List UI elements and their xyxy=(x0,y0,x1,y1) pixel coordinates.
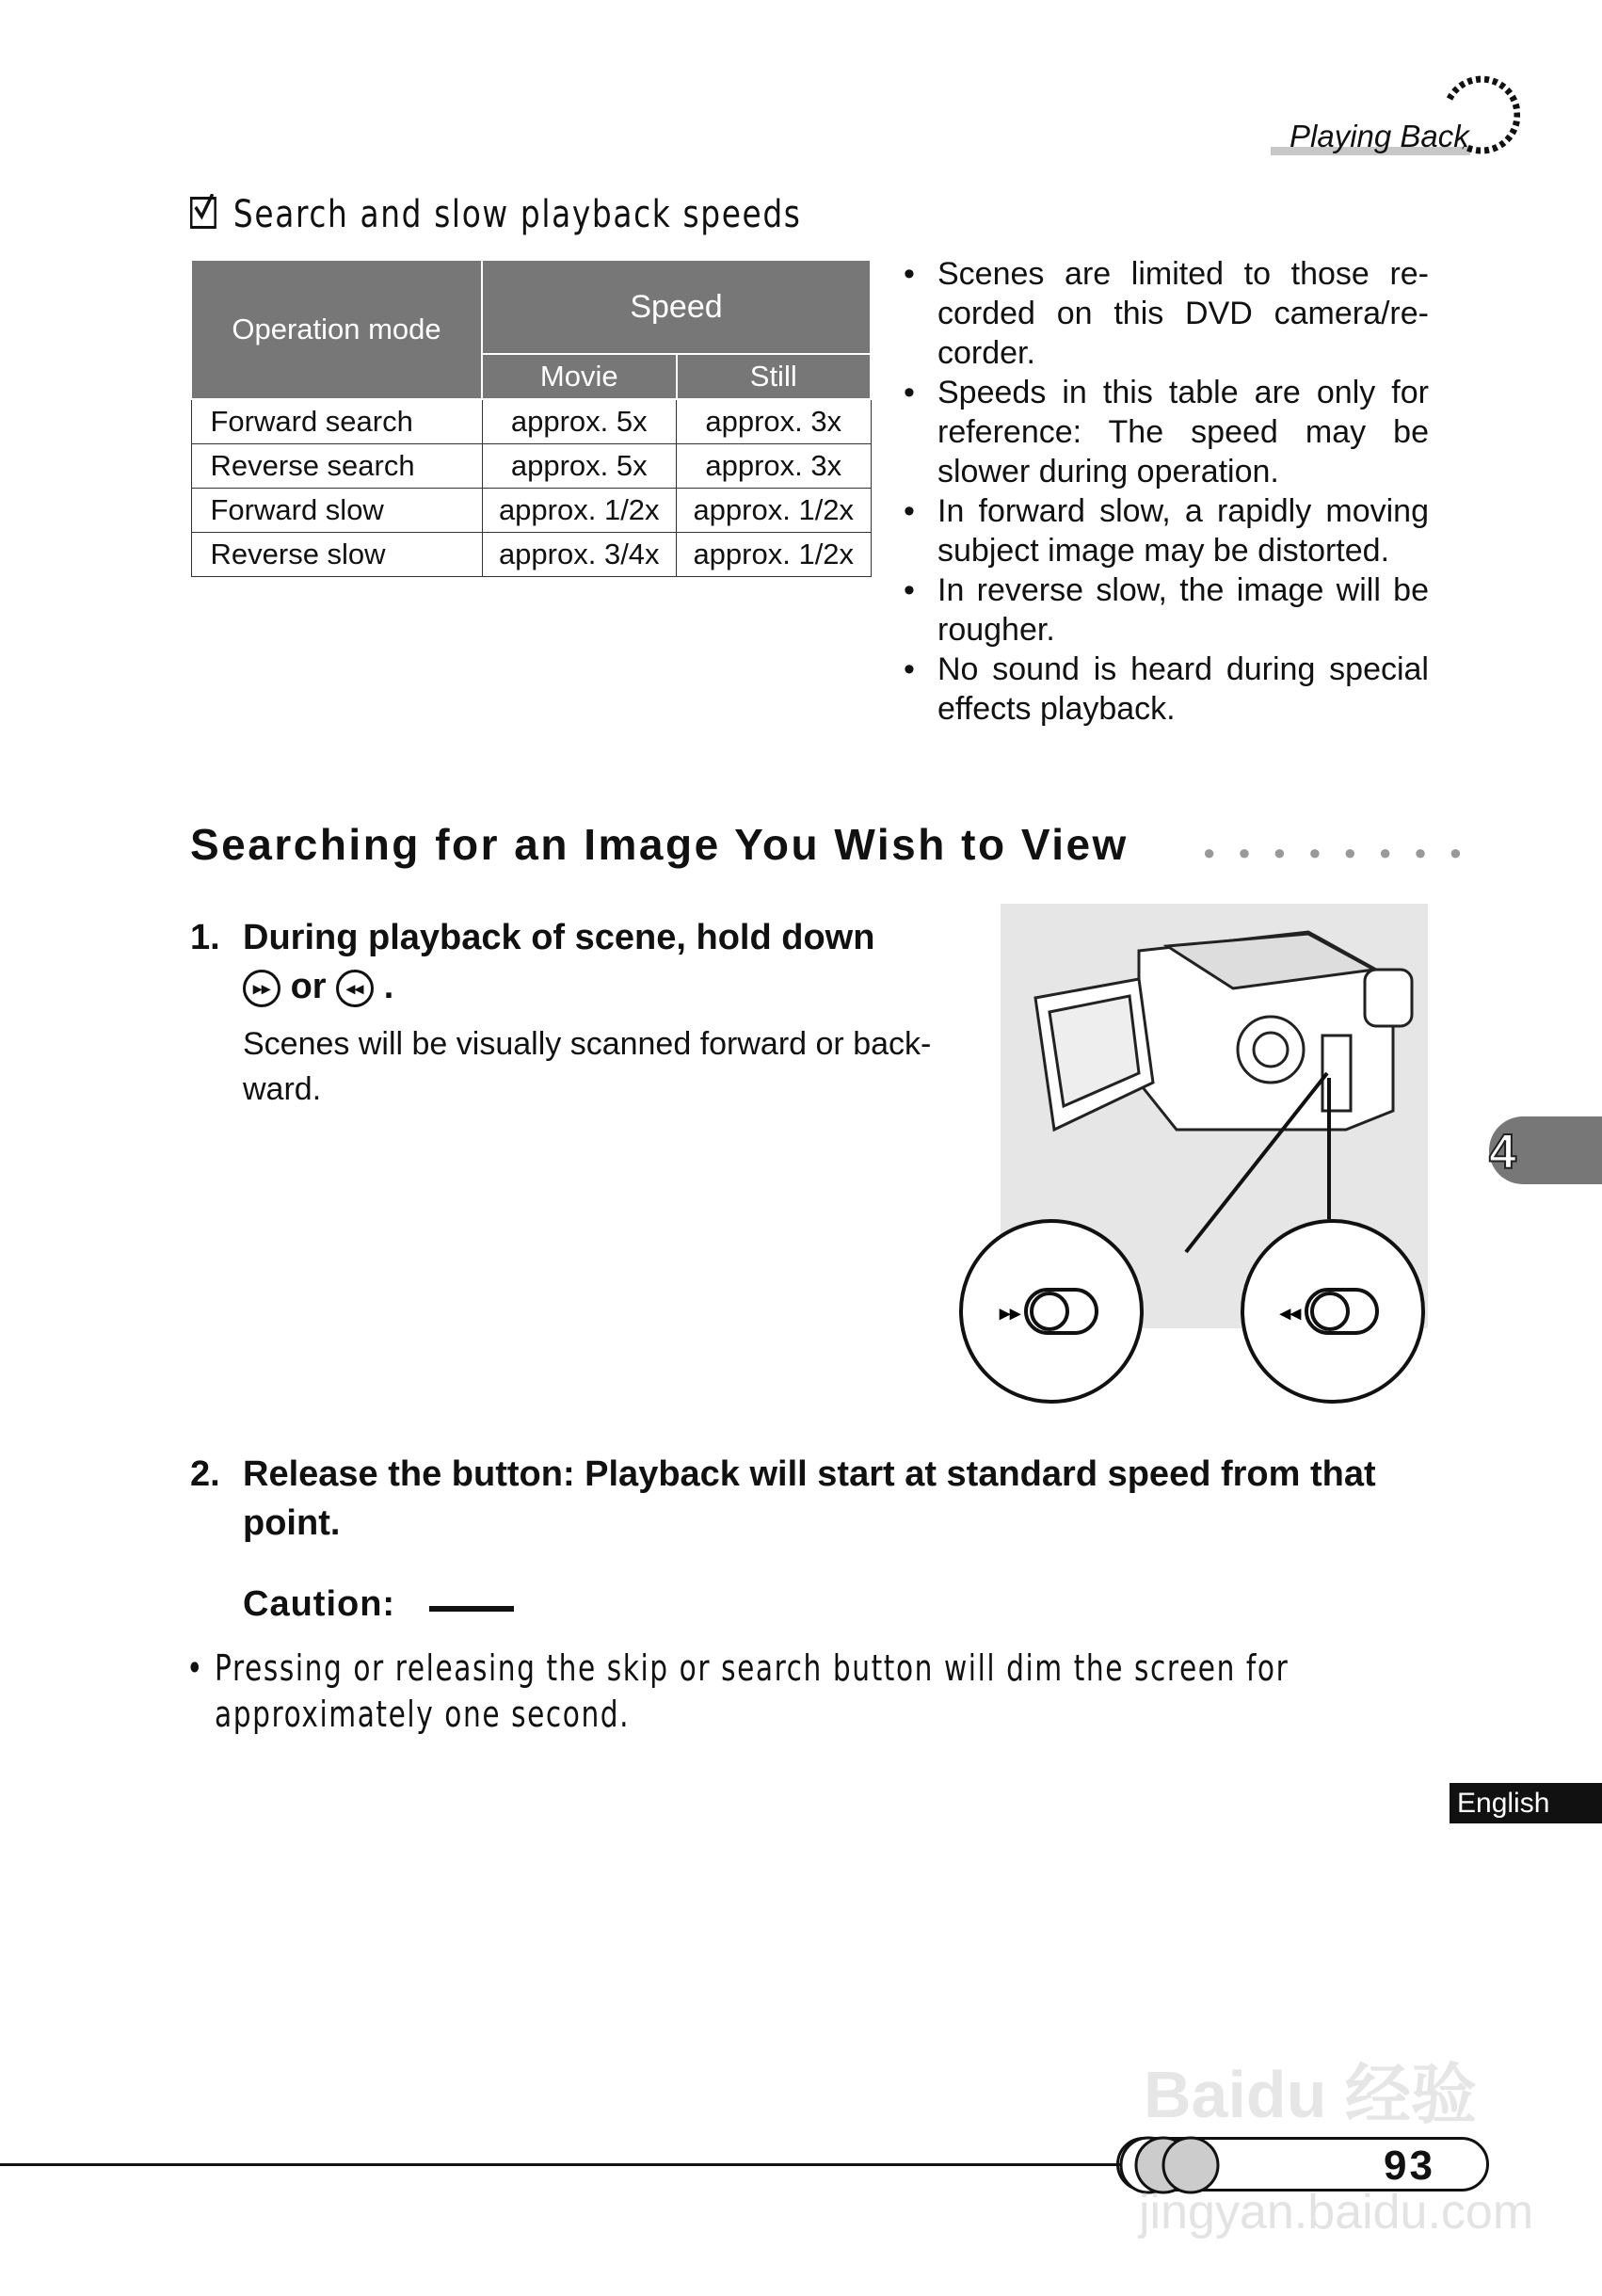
page-number: 93 xyxy=(1384,2143,1435,2189)
camcorder-illustration xyxy=(951,894,1459,1412)
section-dots: ● ● ● ● ● ● ● ● xyxy=(1203,841,1471,864)
section-title: Searching for an Image You Wish to View xyxy=(190,820,1129,869)
step-2-number: 2. xyxy=(190,1454,220,1494)
svg-text:◂◂: ◂◂ xyxy=(1280,1301,1302,1325)
note: • Scenes are limited to those re-corded on this DVD camera/re-corder. xyxy=(904,254,1429,373)
language-tab: English xyxy=(1450,1783,1602,1823)
rewind-icon: ◂◂ xyxy=(336,970,374,1007)
note: • Speeds in this table are only for reference: The speed may be slower during operation. xyxy=(904,373,1429,491)
note: • In reverse slow, the image will be rougher. xyxy=(904,570,1429,650)
footer-rule xyxy=(0,2163,1129,2166)
col-operation-mode: Operation mode xyxy=(191,260,482,399)
step-1-text: During playback of scene, hold down ▸▸ or ◂◂ . xyxy=(243,918,875,1006)
caution-text: • Pressing or releasing the skip or search button will dim the screen for approximately one second. xyxy=(186,1647,1290,1735)
col-speed: Speed xyxy=(482,260,871,354)
table-row: Reverse slow approx. 3/4x approx. 1/2x xyxy=(191,533,871,577)
table-row: Forward search approx. 5x approx. 3x xyxy=(191,399,871,444)
subsection-title: Search and slow playback speeds xyxy=(190,193,802,236)
dotted-arc-icon xyxy=(1445,71,1520,155)
watermark: Baidu 经验 xyxy=(1144,2058,1477,2131)
watermark-url: jingyan.baidu.com xyxy=(1139,2185,1534,2240)
note: • No sound is heard during special effects playback. xyxy=(904,650,1429,729)
fast-forward-icon: ▸▸ xyxy=(243,970,280,1007)
svg-text:▸▸: ▸▸ xyxy=(1000,1301,1021,1325)
col-still: Still xyxy=(677,354,872,399)
caution-rule xyxy=(429,1606,514,1612)
note: • In forward slow, a rapidly moving subject image may be distorted. xyxy=(904,491,1429,570)
caution-label: Caution: xyxy=(243,1584,396,1624)
section-header: Playing Back xyxy=(1290,119,1469,153)
table-row: Reverse search approx. 5x approx. 3x xyxy=(191,444,871,489)
checkbox-icon xyxy=(190,197,216,229)
notes-list xyxy=(904,254,1429,729)
table-row: Forward slow approx. 1/2x approx. 1/2x xyxy=(191,489,871,533)
step-1-description: Scenes will be visually scanned forward or back-ward. xyxy=(243,1026,932,1107)
col-movie: Movie xyxy=(482,354,677,399)
step-2-text: Release the button: Playback will start at standard speed from that point. xyxy=(243,1454,1376,1543)
speed-table xyxy=(190,259,872,577)
chapter-tab: 4 xyxy=(1489,1116,1602,1184)
step-1-number: 1. xyxy=(190,918,220,957)
